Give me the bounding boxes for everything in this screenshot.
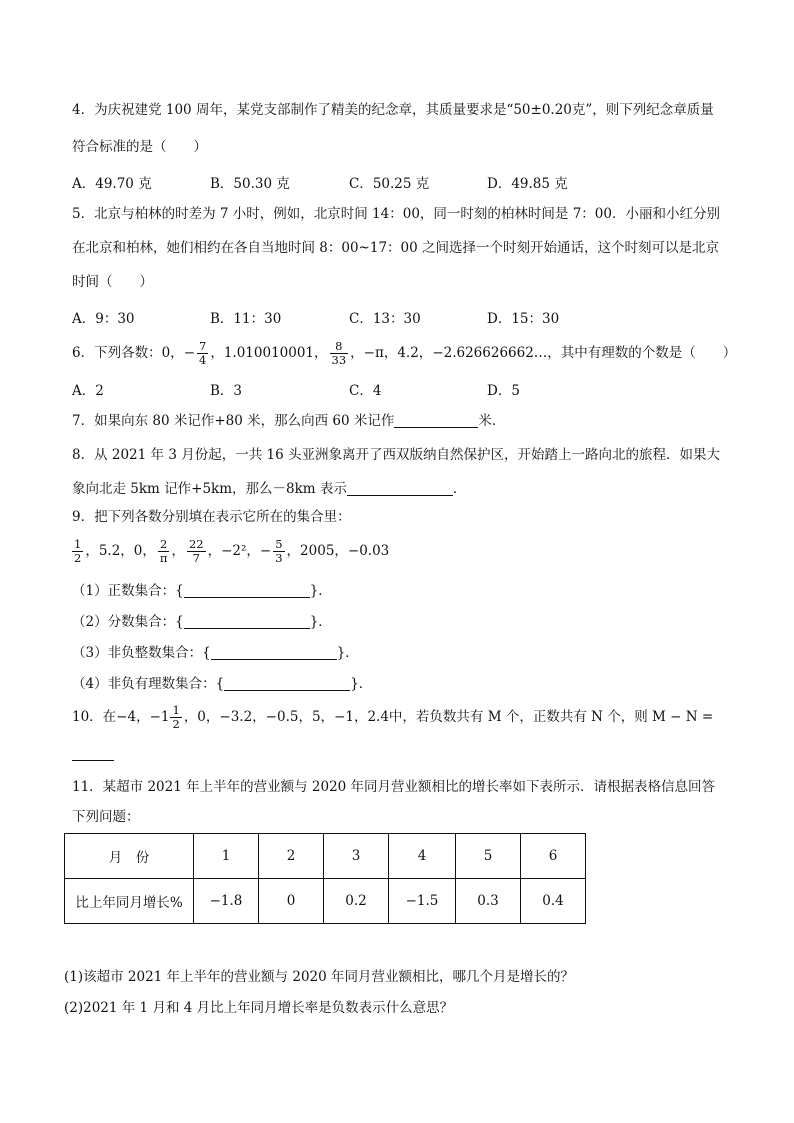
- q9-set-nonneg-integer-end: }．: [336, 645, 359, 661]
- q9-numbers: [72, 534, 389, 568]
- q4-line1: 4．为庆祝建党 100 周年，某党支部制作了精美的纪念章，其质量要求是“50±0.20克”，则下列纪念章质量: [72, 102, 714, 118]
- q10-line1: [72, 700, 713, 734]
- q6-mid2: ，−π，4.2，−2.626626662…，其中有理数的个数是（ ）: [350, 345, 737, 361]
- q9-fraction-1-2: [72, 538, 83, 565]
- q9-set-fraction-blank: [184, 614, 310, 629]
- q9-text-2: ，: [171, 543, 185, 559]
- q9-set-fraction-label: （2）分数集合：{: [72, 614, 184, 630]
- q9-fraction-22-7: [187, 538, 206, 565]
- q11-line2: 下列问题：: [72, 809, 140, 825]
- q6-frac1-numerator: 7: [199, 339, 207, 353]
- q8-text-after: ．: [452, 481, 467, 497]
- table-growth-5: 0.3: [456, 879, 521, 924]
- q5-line1: 5．北京与柏林的时差为 7 小时，例如，北京时间 14：00，同一时刻的柏林时间是 7：00．小丽和小红分别: [72, 206, 720, 222]
- q4-option-c: C．50.25 克: [349, 176, 430, 192]
- q9-n3-numerator: 22: [188, 537, 204, 551]
- table-row-growth: [65, 879, 586, 924]
- q6-prefix: 6．下列各数：0，: [72, 345, 184, 361]
- q6-option-a: A．2: [72, 383, 104, 399]
- q9-set-positive-end: }．: [309, 583, 332, 599]
- table-month-4: 4: [389, 834, 456, 879]
- q4-option-b: B．50.30 克: [210, 176, 290, 192]
- q10-answer-blank: [72, 746, 114, 761]
- q9-text-3: ，−2²，−: [207, 543, 272, 559]
- table-growth-3: 0.2: [324, 879, 389, 924]
- q10-line2: [72, 745, 114, 763]
- q9-set-positive-label: （1）正数集合：{: [72, 583, 184, 599]
- q10-mixed-numerator: 1: [172, 703, 180, 717]
- q9-line1: 9．把下列各数分别填在表示它所在的集合里：: [72, 509, 351, 525]
- q9-set-nonneg-integer-label: （3）非负整数集合：{: [72, 645, 211, 661]
- q9-text-4: ，2005，−0.03: [286, 543, 390, 559]
- q5-line2: 在北京和柏林，她们相约在各自当地时间 8：00~17：00 之间选择一个时刻开始通话，这个时刻可以是北京: [72, 240, 720, 256]
- q8-line1: 8．从 2021 年 3 月份起，一共 16 头亚洲象离开了西双版纳自然保护区，开始踏上一路向北的旅程．如果大: [72, 447, 720, 463]
- q6-option-d: D．5: [487, 383, 520, 399]
- q10-text-after: ，0，−3.2，−0.5，5，−1，2.4中，若负数共有 M 个，正数共有 N 个，则 M − N =: [183, 709, 714, 725]
- q4-line2: 符合标准的是（ ）: [72, 139, 207, 155]
- q6-frac1-denominator: 4: [199, 353, 207, 367]
- q9-set-fraction: [72, 613, 332, 631]
- table-growth-2: 0: [259, 879, 324, 924]
- q10-mixed-fraction: [170, 704, 181, 731]
- q9-set-positive: [72, 582, 332, 600]
- q9-n2-numerator: 2: [158, 538, 170, 552]
- q7-line: [72, 412, 505, 430]
- q4-option-a: A．49.70 克: [72, 176, 152, 192]
- q5-option-d: D．15：30: [487, 311, 560, 327]
- q6-mid1: ，1.010010001，: [210, 345, 328, 361]
- q5-option-b: B．11：30: [210, 311, 282, 327]
- growth-rate-table: [64, 833, 586, 924]
- q6-fraction-8-33: [330, 340, 349, 367]
- q6-frac2-denominator: 33: [331, 353, 347, 367]
- table-month-5: 5: [456, 834, 521, 879]
- q9-set-nonneg-rational-blank: [224, 676, 350, 691]
- q11-sub1: (1)该超市 2021 年上半年的营业额与 2020 年同月营业额相比，哪几个月是增长的？: [64, 969, 574, 985]
- q7-text-before: 7．如果向东 80 米记作+80 米，那么向西 60 米记作: [72, 413, 395, 429]
- table-row-months: [65, 834, 586, 879]
- q9-n4-denominator: 3: [275, 551, 283, 565]
- q9-set-nonneg-rational-label: （4）非负有理数集合：{: [72, 676, 225, 692]
- table-growth-1: −1.8: [194, 879, 259, 924]
- table-month-1: 1: [194, 834, 259, 879]
- q11-line1: 11．某超市 2021 年上半年的营业额与 2020 年同月营业额相比的增长率如下表所示．请根据表格信息回答: [72, 779, 716, 795]
- q9-set-positive-blank: [184, 583, 310, 598]
- q6-line1: [72, 338, 736, 368]
- q9-set-nonneg-rational-end: }．: [350, 676, 373, 692]
- q9-set-fraction-end: }．: [309, 614, 332, 630]
- q9-text-1: ，5.2，0，: [85, 543, 156, 559]
- q10-text-before: 10．在−4，−1: [72, 709, 170, 725]
- q6-option-c: C．4: [349, 383, 382, 399]
- q5-option-c: C．13：30: [349, 311, 421, 327]
- table-growth-4: −1.5: [389, 879, 456, 924]
- q8-answer-blank: [347, 481, 453, 496]
- q9-fraction-5-3: [273, 538, 284, 565]
- q7-answer-blank: [394, 413, 478, 428]
- table-growth-6: 0.4: [521, 879, 586, 924]
- q9-set-nonneg-rational: [72, 675, 372, 693]
- q10-mixed-denominator: 2: [172, 717, 180, 731]
- q11-sub2: (2)2021 年 1 月和 4 月比上年同月增长率是负数表示什么意思？: [64, 1000, 454, 1016]
- q9-set-nonneg-integer-blank: [211, 645, 337, 660]
- q6-fraction-7-4: [197, 340, 208, 367]
- q4-option-d: D．49.85 克: [487, 176, 568, 192]
- q9-n3-denominator: 7: [192, 551, 200, 565]
- q9-n4-numerator: 5: [275, 537, 283, 551]
- q5-line3: 时间（ ）: [72, 274, 153, 290]
- q9-n1-denominator: 2: [74, 551, 82, 565]
- table-header-month: 月 份: [65, 834, 194, 879]
- table-month-2: 2: [259, 834, 324, 879]
- q7-text-after: 米．: [478, 413, 506, 429]
- q9-fraction-2-pi: [158, 538, 170, 565]
- q6-option-b: B．3: [210, 383, 243, 399]
- table-header-growth: 比上年同月增长%: [65, 879, 194, 924]
- table-month-6: 6: [521, 834, 586, 879]
- q5-option-a: A．9：30: [72, 311, 135, 327]
- table-month-3: 3: [324, 834, 389, 879]
- q9-n2-denominator: π: [159, 551, 168, 565]
- q8-line2: [72, 480, 466, 498]
- q6-frac2-numerator: 8: [330, 340, 349, 354]
- q9-n1-numerator: 1: [74, 537, 82, 551]
- q6-neg-sign: −: [183, 345, 195, 361]
- q8-text-before: 象向北走 5km 记作+5km，那么－8km 表示: [72, 481, 347, 497]
- q9-set-nonneg-integer: [72, 644, 359, 662]
